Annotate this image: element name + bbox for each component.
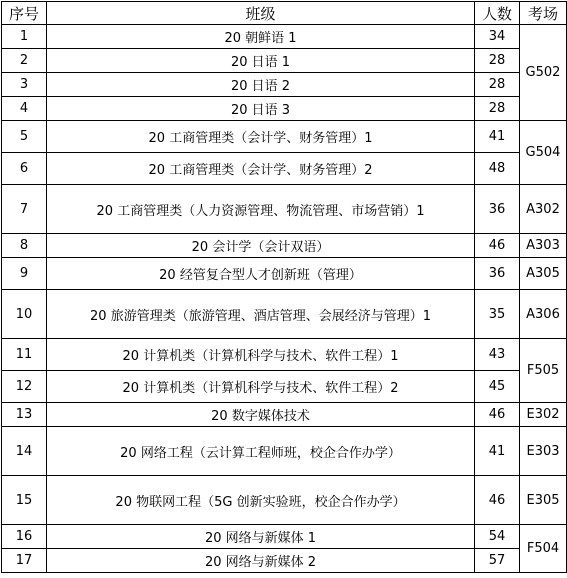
room-cell: F505 [520,339,567,403]
class-cell: 20 工商管理类（会计学、财务管理）2 [47,153,475,185]
count-cell: 36 [475,258,520,290]
seq-cell: 7 [2,185,47,234]
exam-room-table [1,1,567,573]
class-cell: 20 计算机类（计算机科学与技术、软件工程）2 [47,371,475,403]
seq-cell: 9 [2,258,47,290]
count-cell: 35 [475,290,520,339]
table-row [2,234,567,258]
seq-cell: 17 [2,549,47,573]
header-row [2,2,567,25]
room-cell: E303 [520,427,567,476]
table-row [2,121,567,153]
table-row [2,185,567,234]
class-cell: 20 物联网工程（5G 创新实验班，校企合作办学） [47,476,475,525]
room-cell: E305 [520,476,567,525]
table-row [2,403,567,427]
class-cell: 20 网络工程（云计算工程师班，校企合作办学） [47,427,475,476]
table-row [2,49,567,73]
count-cell: 46 [475,476,520,525]
room-cell: G504 [520,121,567,185]
class-cell: 20 会计学（会计双语） [47,234,475,258]
room-cell: A305 [520,258,567,290]
room-cell: A302 [520,185,567,234]
seq-cell: 16 [2,525,47,549]
table-row [2,25,567,49]
seq-cell: 12 [2,371,47,403]
table-row [2,73,567,97]
room-cell: A303 [520,234,567,258]
seq-cell: 1 [2,25,47,49]
class-cell: 20 旅游管理类（旅游管理、酒店管理、会展经济与管理）1 [47,290,475,339]
table-row [2,258,567,290]
count-cell: 46 [475,403,520,427]
seq-cell: 4 [2,97,47,121]
count-cell: 28 [475,73,520,97]
seq-cell: 14 [2,427,47,476]
table-row [2,97,567,121]
table-row [2,549,567,573]
room-cell: E302 [520,403,567,427]
class-cell: 20 网络与新媒体 1 [47,525,475,549]
count-cell: 41 [475,121,520,153]
seq-cell: 15 [2,476,47,525]
table-row [2,290,567,339]
seq-cell: 8 [2,234,47,258]
class-cell: 20 网络与新媒体 2 [47,549,475,573]
class-cell: 20 计算机类（计算机科学与技术、软件工程）1 [47,339,475,371]
room-cell: F504 [520,525,567,573]
seq-cell: 5 [2,121,47,153]
table-row [2,371,567,403]
count-cell: 41 [475,427,520,476]
count-cell: 45 [475,371,520,403]
room-cell: G502 [520,25,567,121]
seq-cell: 11 [2,339,47,371]
count-cell: 57 [475,549,520,573]
count-cell: 43 [475,339,520,371]
count-cell: 28 [475,97,520,121]
class-cell: 20 工商管理类（会计学、财务管理）1 [47,121,475,153]
table-row [2,427,567,476]
header-room: 考场 [520,2,567,25]
table-row [2,476,567,525]
seq-cell: 3 [2,73,47,97]
class-cell: 20 日语 1 [47,49,475,73]
header-count: 人数 [475,2,520,25]
count-cell: 34 [475,25,520,49]
count-cell: 46 [475,234,520,258]
class-cell: 20 朝鲜语 1 [47,25,475,49]
seq-cell: 13 [2,403,47,427]
class-cell: 20 数字媒体技术 [47,403,475,427]
count-cell: 48 [475,153,520,185]
table-row [2,153,567,185]
seq-cell: 10 [2,290,47,339]
count-cell: 36 [475,185,520,234]
header-class: 班级 [47,2,475,25]
class-cell: 20 工商管理类（人力资源管理、物流管理、市场营销）1 [47,185,475,234]
table-row [2,525,567,549]
room-cell: A306 [520,290,567,339]
class-cell: 20 日语 3 [47,97,475,121]
seq-cell: 6 [2,153,47,185]
class-cell: 20 日语 2 [47,73,475,97]
count-cell: 54 [475,525,520,549]
count-cell: 28 [475,49,520,73]
table-row [2,339,567,371]
seq-cell: 2 [2,49,47,73]
class-cell: 20 经管复合型人才创新班（管理） [47,258,475,290]
header-seq: 序号 [2,2,47,25]
